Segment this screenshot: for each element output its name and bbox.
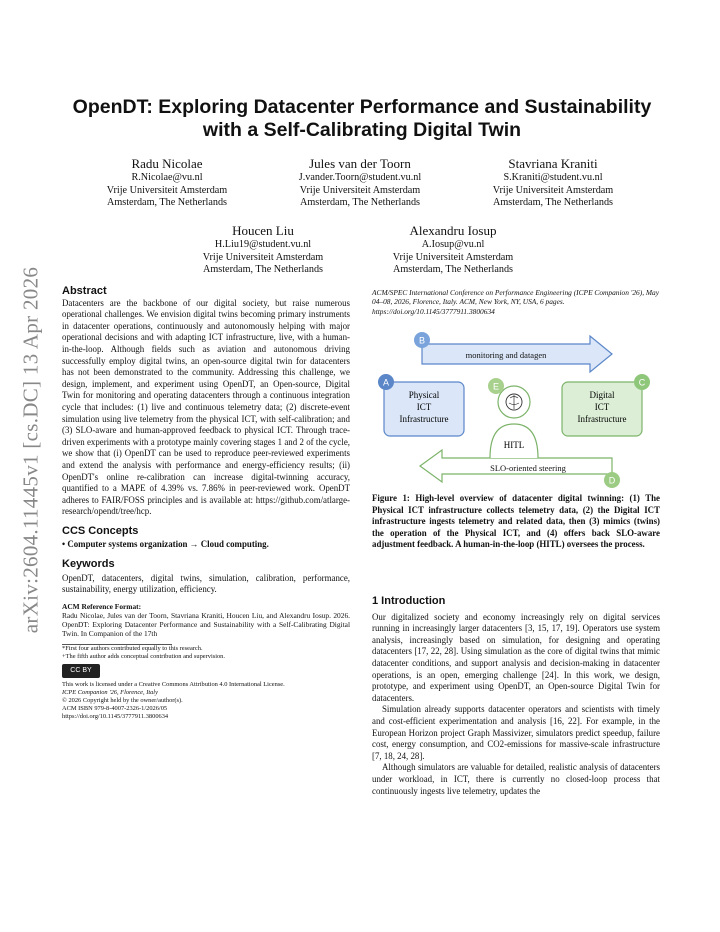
svg-text:E: E	[492, 381, 500, 392]
hitl-label: HITL	[503, 440, 525, 450]
digital-label: Infrastructure	[577, 414, 627, 424]
digital-label: Digital	[589, 390, 615, 400]
top-arrow-label: monitoring and datagen	[465, 350, 547, 360]
svg-text:B: B	[418, 335, 426, 346]
author-location: Amsterdam, The Netherlands	[106, 197, 228, 209]
abstract-text: Datacenters are the backbone of our digital society, but raise numerous operational challenges. We envision digital twins becoming primary instruments in datacenter operations, continuously and autonomously helping with major operational decisions and with adapting ICT infrastructure, live, with a human-in-the-loop. Although fields such as aviation and autonomous driving successfully employ digital twins, an open-source digital twin for datacenters has not been demonstrated to the community. Addressing this challenge, we design, implement, and experiment using OpenDT, an Open-source, Digital Twin for monitoring and operating datacenters through a continuous integration cycle that includes: (1) live and continuous telemetry data; (2) discrete-event simulation using live telemetry from the physical ICT, with self-calibration; and (3) SLO-aware and human-approved feedback to physical ICT. Through trace-driven experiments with a prototype mainly covering stages 1 and 2 of the cycle, we show that (i) OpenDT can be used to reproduce peer-reviewed experiments and extend the analysis with performance and energy-efficiency results; (ii) OpenDT's online re-calibration can increase digital-twinning accuracy, quantified to a MAPE of 4.39% vs. 7.86% in peer-reviewed work. OpenDT adheres to FAIR/FOSS principles and is available at: https://github.com/atlarge-research/opendt/tree/hcp.	[62, 297, 350, 517]
physical-label: ICT	[416, 402, 432, 412]
author-name: Jules van der Toorn	[309, 156, 411, 171]
author-email: R.Nicolae@vu.nl	[131, 172, 203, 183]
author-email: S.Kraniti@student.vu.nl	[503, 172, 603, 183]
license-line: ACM ISBN 979-8-4007-2326-1/2026/05	[62, 704, 168, 712]
author-email: A.Iosup@vu.nl	[421, 239, 485, 250]
author-block	[478, 155, 628, 210]
author-name: Radu Nicolae	[131, 156, 203, 171]
physical-label: Infrastructure	[399, 414, 449, 424]
author-affiliation: Vrije Universiteit Amsterdam	[202, 251, 324, 263]
svg-text:A: A	[382, 377, 390, 388]
author-affiliation: Vrije Universiteit Amsterdam	[106, 184, 228, 196]
author-block	[272, 155, 448, 210]
bottom-arrow-label: SLO-oriented steering	[490, 463, 566, 473]
author-location: Amsterdam, The Netherlands	[492, 197, 614, 209]
cc-by-badge: CC BY	[62, 664, 100, 678]
left-column	[62, 286, 350, 721]
intro-heading: 1 Introduction	[372, 595, 446, 607]
author-name: Alexandru Iosup	[409, 223, 497, 238]
paper-title: OpenDT: Exploring Datacenter Performance and Sustainability with a Self-Calibrating Digital Twin	[72, 96, 652, 141]
arxiv-id: arXiv:2604.11445v1 [cs.DC] 13 Apr 2026	[18, 266, 43, 634]
physical-label: Physical	[408, 390, 440, 400]
svg-text:D: D	[608, 475, 616, 486]
figure-1-diagram	[372, 326, 662, 490]
keywords-text: OpenDT, datacenters, digital twins, simulation, calibration, performance, sustainability, energy utilization, efficiency.	[62, 572, 350, 595]
acm-ref-text: Radu Nicolae, Jules van der Toorn, Stavriana Kraniti, Houcen Liu, and Alexandru Iosup. 2026. OpenDT: Exploring Datacenter Performance and Sustainability with a Self-Calibrating Digital Twin. In Companion of the 17th	[62, 611, 350, 639]
abstract-heading: Abstract	[62, 285, 107, 297]
license-line: This work is licensed under a Creative Commons Attribution 4.0 International License.	[62, 680, 285, 688]
author-location: Amsterdam, The Netherlands	[202, 264, 324, 276]
figure-caption: Figure 1: High-level overview of datacenter digital twinning: (1) The Physical ICT infrastructure collects telemetry data, (2) the Digital ICT infrastructure ingests telemetry and related data, then (3) mimics (twins) the operation of the Physical ICT, and (4) offers back SLO-aware adjustment feedback. A human-in-the-loop (HITL) oversees the process.	[372, 493, 660, 550]
license-line: https://doi.org/10.1145/3777911.3800634	[62, 712, 169, 720]
footnote: *First four authors contributed equally to this research.	[62, 644, 203, 652]
author-email: H.Liu19@student.vu.nl	[214, 239, 312, 250]
acm-ref-heading: ACM Reference Format:	[62, 601, 142, 611]
conference-info: ACM/SPEC International Conference on Performance Engineering (ICPE Companion '26), May 04–08, 2026, Florence, Italy. ACM, New York, NY, USA, 6 pages. https://doi.org/10.1145/3777911.3800634	[372, 288, 660, 316]
intro-paragraph: Although simulators are valuable for detailed, realistic analysis of datacenters under workload, in ICT, there is currently no closed-loop process that continuously ingests live telemetry, updates the	[372, 762, 660, 796]
author-affiliation: Vrije Universiteit Amsterdam	[299, 184, 421, 196]
author-block	[188, 222, 338, 277]
author-name: Houcen Liu	[232, 223, 294, 238]
digital-label: ICT	[594, 402, 610, 412]
author-affiliation: Vrije Universiteit Amsterdam	[492, 184, 614, 196]
license-line: ICPE Companion '26, Florence, Italy	[62, 688, 158, 696]
arxiv-sidebar	[10, 240, 52, 660]
footnote: +The fifth author adds conceptual contribution and supervision.	[62, 652, 225, 660]
ccs-text: • Computer systems organization → Cloud computing.	[62, 539, 269, 550]
license-line: © 2026 Copyright held by the owner/author(s).	[62, 696, 183, 704]
author-name: Stavriana Kraniti	[508, 156, 598, 171]
ccs-heading: CCS Concepts	[62, 524, 139, 537]
svg-text:C: C	[638, 377, 646, 388]
author-block	[378, 222, 528, 277]
keywords-heading: Keywords	[62, 558, 115, 571]
author-block	[92, 155, 242, 210]
author-location: Amsterdam, The Netherlands	[392, 264, 514, 276]
author-location: Amsterdam, The Netherlands	[299, 197, 421, 209]
right-column	[372, 596, 660, 797]
intro-paragraph: Our digitalized society and economy increasingly rely on digital services running in increasingly larger datacenters [3, 15, 17, 19]. Operators use system analysis, increasingly based on simulation, for designing and operating datacenters [17, 22, 28]. Using simulation as the core of digital twins that mimic datacenter conditions, and support analysis and decision-making in datacenter operations, is an open, emerging challenge [24]. In this work, we design, prototype, and experiment using OpenDT, an Open-source Digital Twin for datacenters.	[372, 611, 660, 703]
author-email: J.vander.Toorn@student.vu.nl	[298, 172, 422, 183]
author-affiliation: Vrije Universiteit Amsterdam	[392, 251, 514, 263]
intro-paragraph: Simulation already supports datacenter operators and scientists with timely and cost-efficient experimentation and analysis [16, 22]. For example, in the European Horizon project Graph Massivizer, simulators predict speedup, failure cost, energy consumption, and CO2-emissions for massive-scale infrastructure [7, 18, 24, 28].	[372, 704, 660, 761]
